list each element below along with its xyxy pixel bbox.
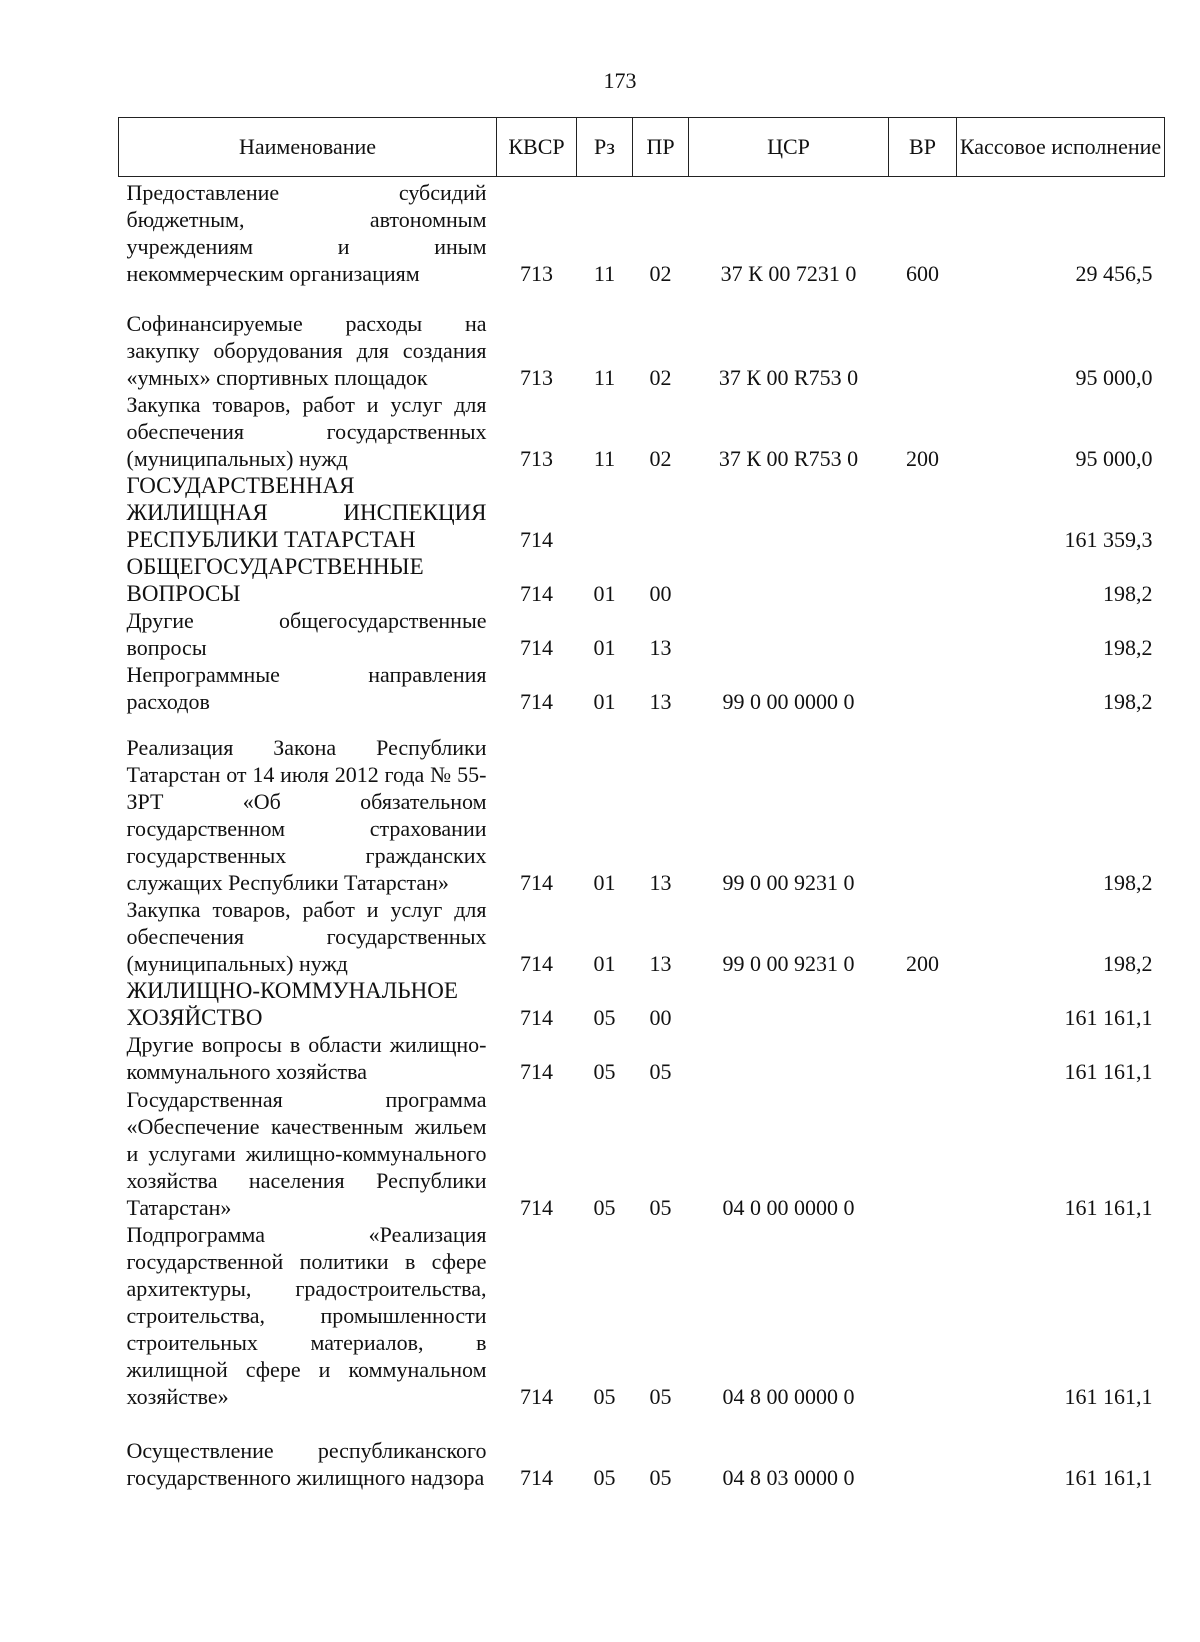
row-kvsr: 713 bbox=[520, 261, 553, 286]
row-kvsr: 714 bbox=[520, 951, 553, 976]
row-name: Софинансируемые расходы на закупку оборудования для создания «умных» спортивных площадок bbox=[126, 311, 487, 390]
table-row bbox=[119, 472, 1165, 553]
row-name: Реализация Закона Республики Татарстан от 14 июля 2012 года № 55-ЗРТ «Об обязательном государственном страховании государственных гражданских служащих Республики Татарстан» bbox=[126, 735, 487, 895]
row-sum: 161 161,1 bbox=[1064, 1005, 1153, 1030]
row-name: Государственная программа «Обеспечение качественным жильем и услугами жилищно-коммунального хозяйства населения Республики Татарстан» bbox=[126, 1087, 487, 1220]
row-pr: 13 bbox=[649, 870, 672, 895]
table-row bbox=[119, 177, 1165, 288]
table-row bbox=[119, 1221, 1165, 1410]
row-csr: 04 0 00 0000 0 bbox=[722, 1195, 855, 1220]
table-row bbox=[119, 715, 1165, 896]
row-vr bbox=[889, 715, 957, 896]
row-name: Подпрограмма «Реализация государственной политики в сфере архитектуры, градостроительства, строительства, промышленности строительных материалов, в жилищной сфере и коммунальном хозяйстве» bbox=[126, 1222, 487, 1409]
row-sum: 198,2 bbox=[1103, 635, 1153, 660]
table-row bbox=[119, 553, 1165, 607]
row-vr bbox=[889, 287, 957, 391]
row-kvsr: 714 bbox=[520, 635, 553, 660]
row-name: Закупка товаров, работ и услуг для обеспечения государственных (муниципальных) нужд bbox=[126, 897, 487, 976]
header-name: Наименование bbox=[119, 118, 497, 177]
row-name: ОБЩЕГОСУДАРСТВЕННЫЕ ВОПРОСЫ bbox=[126, 554, 424, 606]
row-csr: 99 0 00 9231 0 bbox=[722, 951, 855, 976]
row-name: Другие общегосударственные вопросы bbox=[126, 608, 487, 660]
row-vr: 200 bbox=[906, 446, 939, 471]
row-rz: 01 bbox=[593, 870, 616, 895]
row-pr: 13 bbox=[649, 951, 672, 976]
row-csr bbox=[689, 607, 889, 661]
row-name: Предоставление субсидий бюджетным, автономным учреждениям и иным некоммерческим организациям bbox=[126, 180, 487, 286]
row-vr bbox=[889, 472, 957, 553]
row-csr: 37 К 00 R753 0 bbox=[718, 365, 859, 390]
row-sum: 29 456,5 bbox=[1075, 261, 1153, 286]
row-sum: 95 000,0 bbox=[1075, 365, 1153, 390]
row-sum: 161 359,3 bbox=[1064, 527, 1153, 552]
row-pr: 00 bbox=[649, 1005, 672, 1030]
row-kvsr: 714 bbox=[520, 1059, 553, 1084]
table-row bbox=[119, 1031, 1165, 1085]
row-rz bbox=[577, 472, 633, 553]
header-rz: Рз bbox=[577, 118, 633, 177]
row-csr: 04 8 00 0000 0 bbox=[722, 1384, 855, 1409]
row-csr bbox=[689, 1031, 889, 1085]
row-kvsr: 714 bbox=[520, 527, 553, 552]
row-pr bbox=[633, 472, 689, 553]
row-kvsr: 713 bbox=[520, 446, 553, 471]
budget-table bbox=[118, 117, 1165, 1491]
row-pr: 02 bbox=[649, 446, 672, 471]
row-sum: 198,2 bbox=[1103, 870, 1153, 895]
row-sum: 161 161,1 bbox=[1064, 1059, 1153, 1084]
row-sum: 95 000,0 bbox=[1075, 446, 1153, 471]
row-csr bbox=[689, 553, 889, 607]
row-rz: 05 bbox=[593, 1059, 616, 1084]
page-number: 173 bbox=[603, 68, 637, 93]
row-csr: 37 К 00 7231 0 bbox=[720, 261, 857, 286]
row-vr bbox=[889, 1031, 957, 1085]
row-vr bbox=[889, 1085, 957, 1221]
row-rz: 05 bbox=[593, 1465, 616, 1490]
row-rz: 11 bbox=[593, 446, 616, 471]
row-vr bbox=[889, 553, 957, 607]
row-kvsr: 713 bbox=[520, 365, 553, 390]
row-csr bbox=[689, 977, 889, 1031]
row-csr bbox=[689, 472, 889, 553]
row-kvsr: 714 bbox=[520, 1465, 553, 1490]
row-pr: 05 bbox=[649, 1059, 672, 1084]
row-vr bbox=[889, 661, 957, 715]
row-csr: 04 8 03 0000 0 bbox=[722, 1465, 855, 1490]
header-vr: ВР bbox=[889, 118, 957, 177]
row-rz: 05 bbox=[593, 1005, 616, 1030]
row-sum: 198,2 bbox=[1103, 951, 1153, 976]
header-csr: ЦСР bbox=[689, 118, 889, 177]
row-name: Другие вопросы в области жилищно-коммунального хозяйства bbox=[126, 1032, 487, 1084]
table-header-row bbox=[119, 118, 1165, 177]
row-name: ГОСУДАРСТВЕННАЯ ЖИЛИЩНАЯ ИНСПЕКЦИЯ РЕСПУБЛИКИ ТАТАРСТАН bbox=[126, 473, 487, 552]
row-csr: 99 0 00 0000 0 bbox=[722, 689, 855, 714]
row-pr: 05 bbox=[649, 1465, 672, 1490]
row-rz: 01 bbox=[593, 951, 616, 976]
table-row bbox=[119, 287, 1165, 391]
row-vr: 200 bbox=[906, 951, 939, 976]
row-sum: 198,2 bbox=[1103, 689, 1153, 714]
row-vr bbox=[889, 1410, 957, 1491]
row-pr: 13 bbox=[649, 689, 672, 714]
row-rz: 05 bbox=[593, 1195, 616, 1220]
table-row bbox=[119, 896, 1165, 977]
row-vr bbox=[889, 607, 957, 661]
row-rz: 01 bbox=[593, 635, 616, 660]
row-pr: 05 bbox=[649, 1195, 672, 1220]
row-rz: 01 bbox=[593, 581, 616, 606]
table-row bbox=[119, 607, 1165, 661]
row-vr bbox=[889, 977, 957, 1031]
row-name: ЖИЛИЩНО-КОММУНАЛЬНОЕ ХОЗЯЙСТВО bbox=[126, 978, 458, 1030]
row-name: Закупка товаров, работ и услуг для обеспечения государственных (муниципальных) нужд bbox=[126, 392, 487, 471]
row-pr: 02 bbox=[649, 261, 672, 286]
row-rz: 01 bbox=[593, 689, 616, 714]
row-sum: 161 161,1 bbox=[1064, 1465, 1153, 1490]
row-rz: 11 bbox=[593, 261, 616, 286]
row-pr: 05 bbox=[649, 1384, 672, 1409]
row-sum: 198,2 bbox=[1103, 581, 1153, 606]
row-vr bbox=[889, 1221, 957, 1410]
row-name: Непрограммные направления расходов bbox=[126, 662, 487, 714]
row-rz: 11 bbox=[593, 365, 616, 390]
header-kvsr: КВСР bbox=[497, 118, 577, 177]
row-kvsr: 714 bbox=[520, 1005, 553, 1030]
row-kvsr: 714 bbox=[520, 870, 553, 895]
row-pr: 00 bbox=[649, 581, 672, 606]
row-pr: 13 bbox=[649, 635, 672, 660]
row-csr: 99 0 00 9231 0 bbox=[722, 870, 855, 895]
row-pr: 02 bbox=[649, 365, 672, 390]
budget-table-container bbox=[118, 117, 1164, 1491]
row-kvsr: 714 bbox=[520, 1384, 553, 1409]
row-kvsr: 714 bbox=[520, 581, 553, 606]
row-kvsr: 714 bbox=[520, 1195, 553, 1220]
table-body bbox=[119, 177, 1165, 1492]
table-row bbox=[119, 661, 1165, 715]
table-row bbox=[119, 1085, 1165, 1221]
row-sum: 161 161,1 bbox=[1064, 1384, 1153, 1409]
header-sum: Кассовое исполнение bbox=[957, 118, 1165, 177]
table-row bbox=[119, 977, 1165, 1031]
row-vr: 600 bbox=[906, 261, 939, 286]
header-pr: ПР bbox=[633, 118, 689, 177]
row-sum: 161 161,1 bbox=[1064, 1195, 1153, 1220]
row-kvsr: 714 bbox=[520, 689, 553, 714]
row-name: Осуществление республиканского государственного жилищного надзора bbox=[126, 1438, 487, 1490]
table-row bbox=[119, 391, 1165, 472]
row-csr: 37 К 00 R753 0 bbox=[718, 446, 859, 471]
table-row bbox=[119, 1410, 1165, 1491]
row-rz: 05 bbox=[593, 1384, 616, 1409]
